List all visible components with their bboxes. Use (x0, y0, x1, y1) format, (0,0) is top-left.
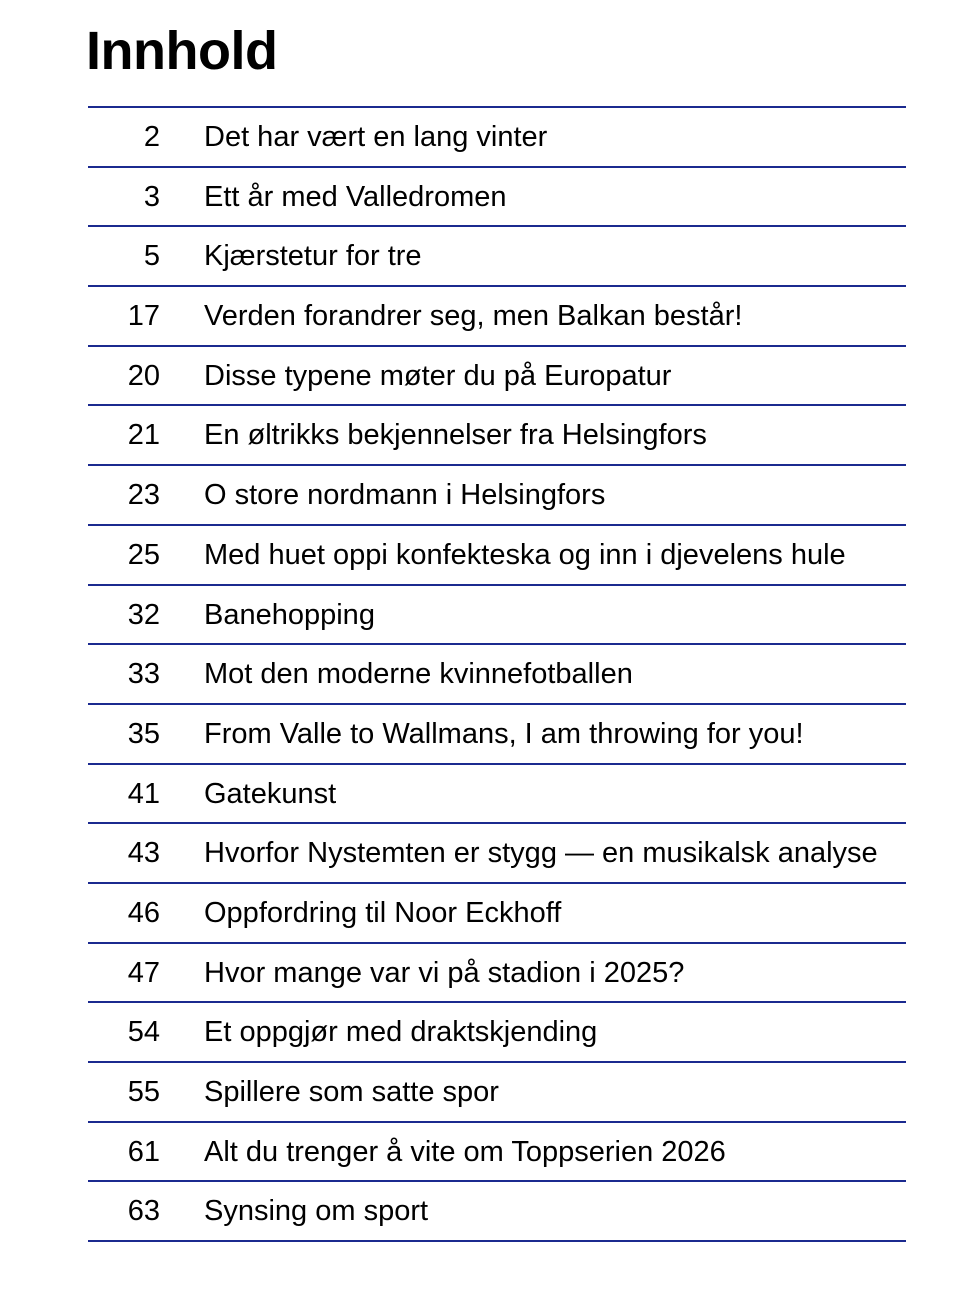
toc-row[interactable] (88, 765, 906, 825)
toc-row[interactable] (88, 824, 906, 884)
toc-page-number: 41 (127, 777, 160, 810)
toc-page-number: 5 (143, 240, 160, 273)
page-title: Innhold (86, 21, 278, 81)
toc-row[interactable] (88, 347, 906, 407)
toc-entry-title: Disse typene møter du på Europatur (204, 359, 672, 392)
toc-row[interactable] (88, 466, 906, 526)
toc-entry-title: Med huet oppi konfekteska og inn i djevelens hule (204, 538, 846, 571)
toc-row[interactable] (88, 586, 906, 646)
toc-page-number: 35 (127, 717, 160, 750)
toc-entry-title: Alt du trenger å vite om Toppserien 2026 (204, 1135, 726, 1168)
table-of-contents (88, 106, 906, 1242)
toc-page-number: 20 (127, 359, 160, 392)
toc-row[interactable] (88, 406, 906, 466)
toc-page-number: 3 (143, 180, 160, 213)
toc-entry-title: Et oppgjør med draktskjending (204, 1016, 598, 1049)
toc-entry-title: Kjærstetur for tre (204, 240, 422, 273)
toc-page-number: 63 (127, 1195, 160, 1228)
toc-entry-title: Gatekunst (204, 777, 337, 810)
toc-row[interactable] (88, 645, 906, 705)
toc-page-number: 21 (127, 419, 160, 452)
toc-page-number: 61 (127, 1135, 160, 1168)
toc-entry-title: Spillere som satte spor (204, 1076, 499, 1108)
toc-row[interactable] (88, 1063, 906, 1123)
toc-row[interactable] (88, 884, 906, 944)
toc-row[interactable] (88, 168, 906, 228)
toc-entry-title: O store nordmann i Helsingfors (204, 479, 606, 512)
toc-page-number: 25 (127, 538, 160, 571)
toc-row[interactable] (88, 705, 906, 765)
toc-row[interactable] (88, 108, 906, 168)
toc-row[interactable] (88, 1003, 906, 1063)
toc-entry-title: Mot den moderne kvinnefotballen (204, 658, 633, 691)
toc-row[interactable] (88, 227, 906, 287)
toc-page-number: 47 (127, 956, 160, 989)
toc-entry-title: Oppfordring til Noor Eckhoff (204, 896, 562, 929)
toc-row[interactable] (88, 1123, 906, 1183)
toc-row[interactable] (88, 526, 906, 586)
toc-entry-title: Det har vært en lang vinter (204, 121, 548, 153)
toc-row[interactable] (88, 944, 906, 1004)
toc-page-number: 23 (127, 479, 160, 512)
toc-entry-title: Verden forandrer seg, men Balkan består! (204, 300, 743, 333)
toc-entry-title: En øltrikks bekjennelser fra Helsingfors (204, 419, 707, 452)
toc-entry-title: From Valle to Wallmans, I am throwing for you! (204, 717, 804, 750)
toc-page-number: 2 (143, 121, 160, 153)
toc-row[interactable] (88, 287, 906, 347)
toc-page-number: 46 (127, 896, 160, 929)
toc-entry-title: Synsing om sport (204, 1195, 429, 1228)
toc-page-number: 32 (127, 598, 160, 631)
toc-row[interactable] (88, 1182, 906, 1242)
toc-page-number: 33 (127, 658, 160, 691)
toc-page-number: 17 (127, 300, 160, 333)
toc-page-number: 43 (127, 837, 160, 870)
toc-entry-title: Ett år med Valledromen (204, 180, 507, 213)
toc-entry-title: Hvorfor Nystemten er stygg — en musikalsk analyse (204, 837, 878, 870)
toc-page-number: 54 (127, 1016, 160, 1049)
toc-entry-title: Banehopping (204, 598, 375, 631)
toc-entry-title: Hvor mange var vi på stadion i 2025? (204, 956, 685, 989)
toc-page-number: 55 (127, 1076, 160, 1108)
